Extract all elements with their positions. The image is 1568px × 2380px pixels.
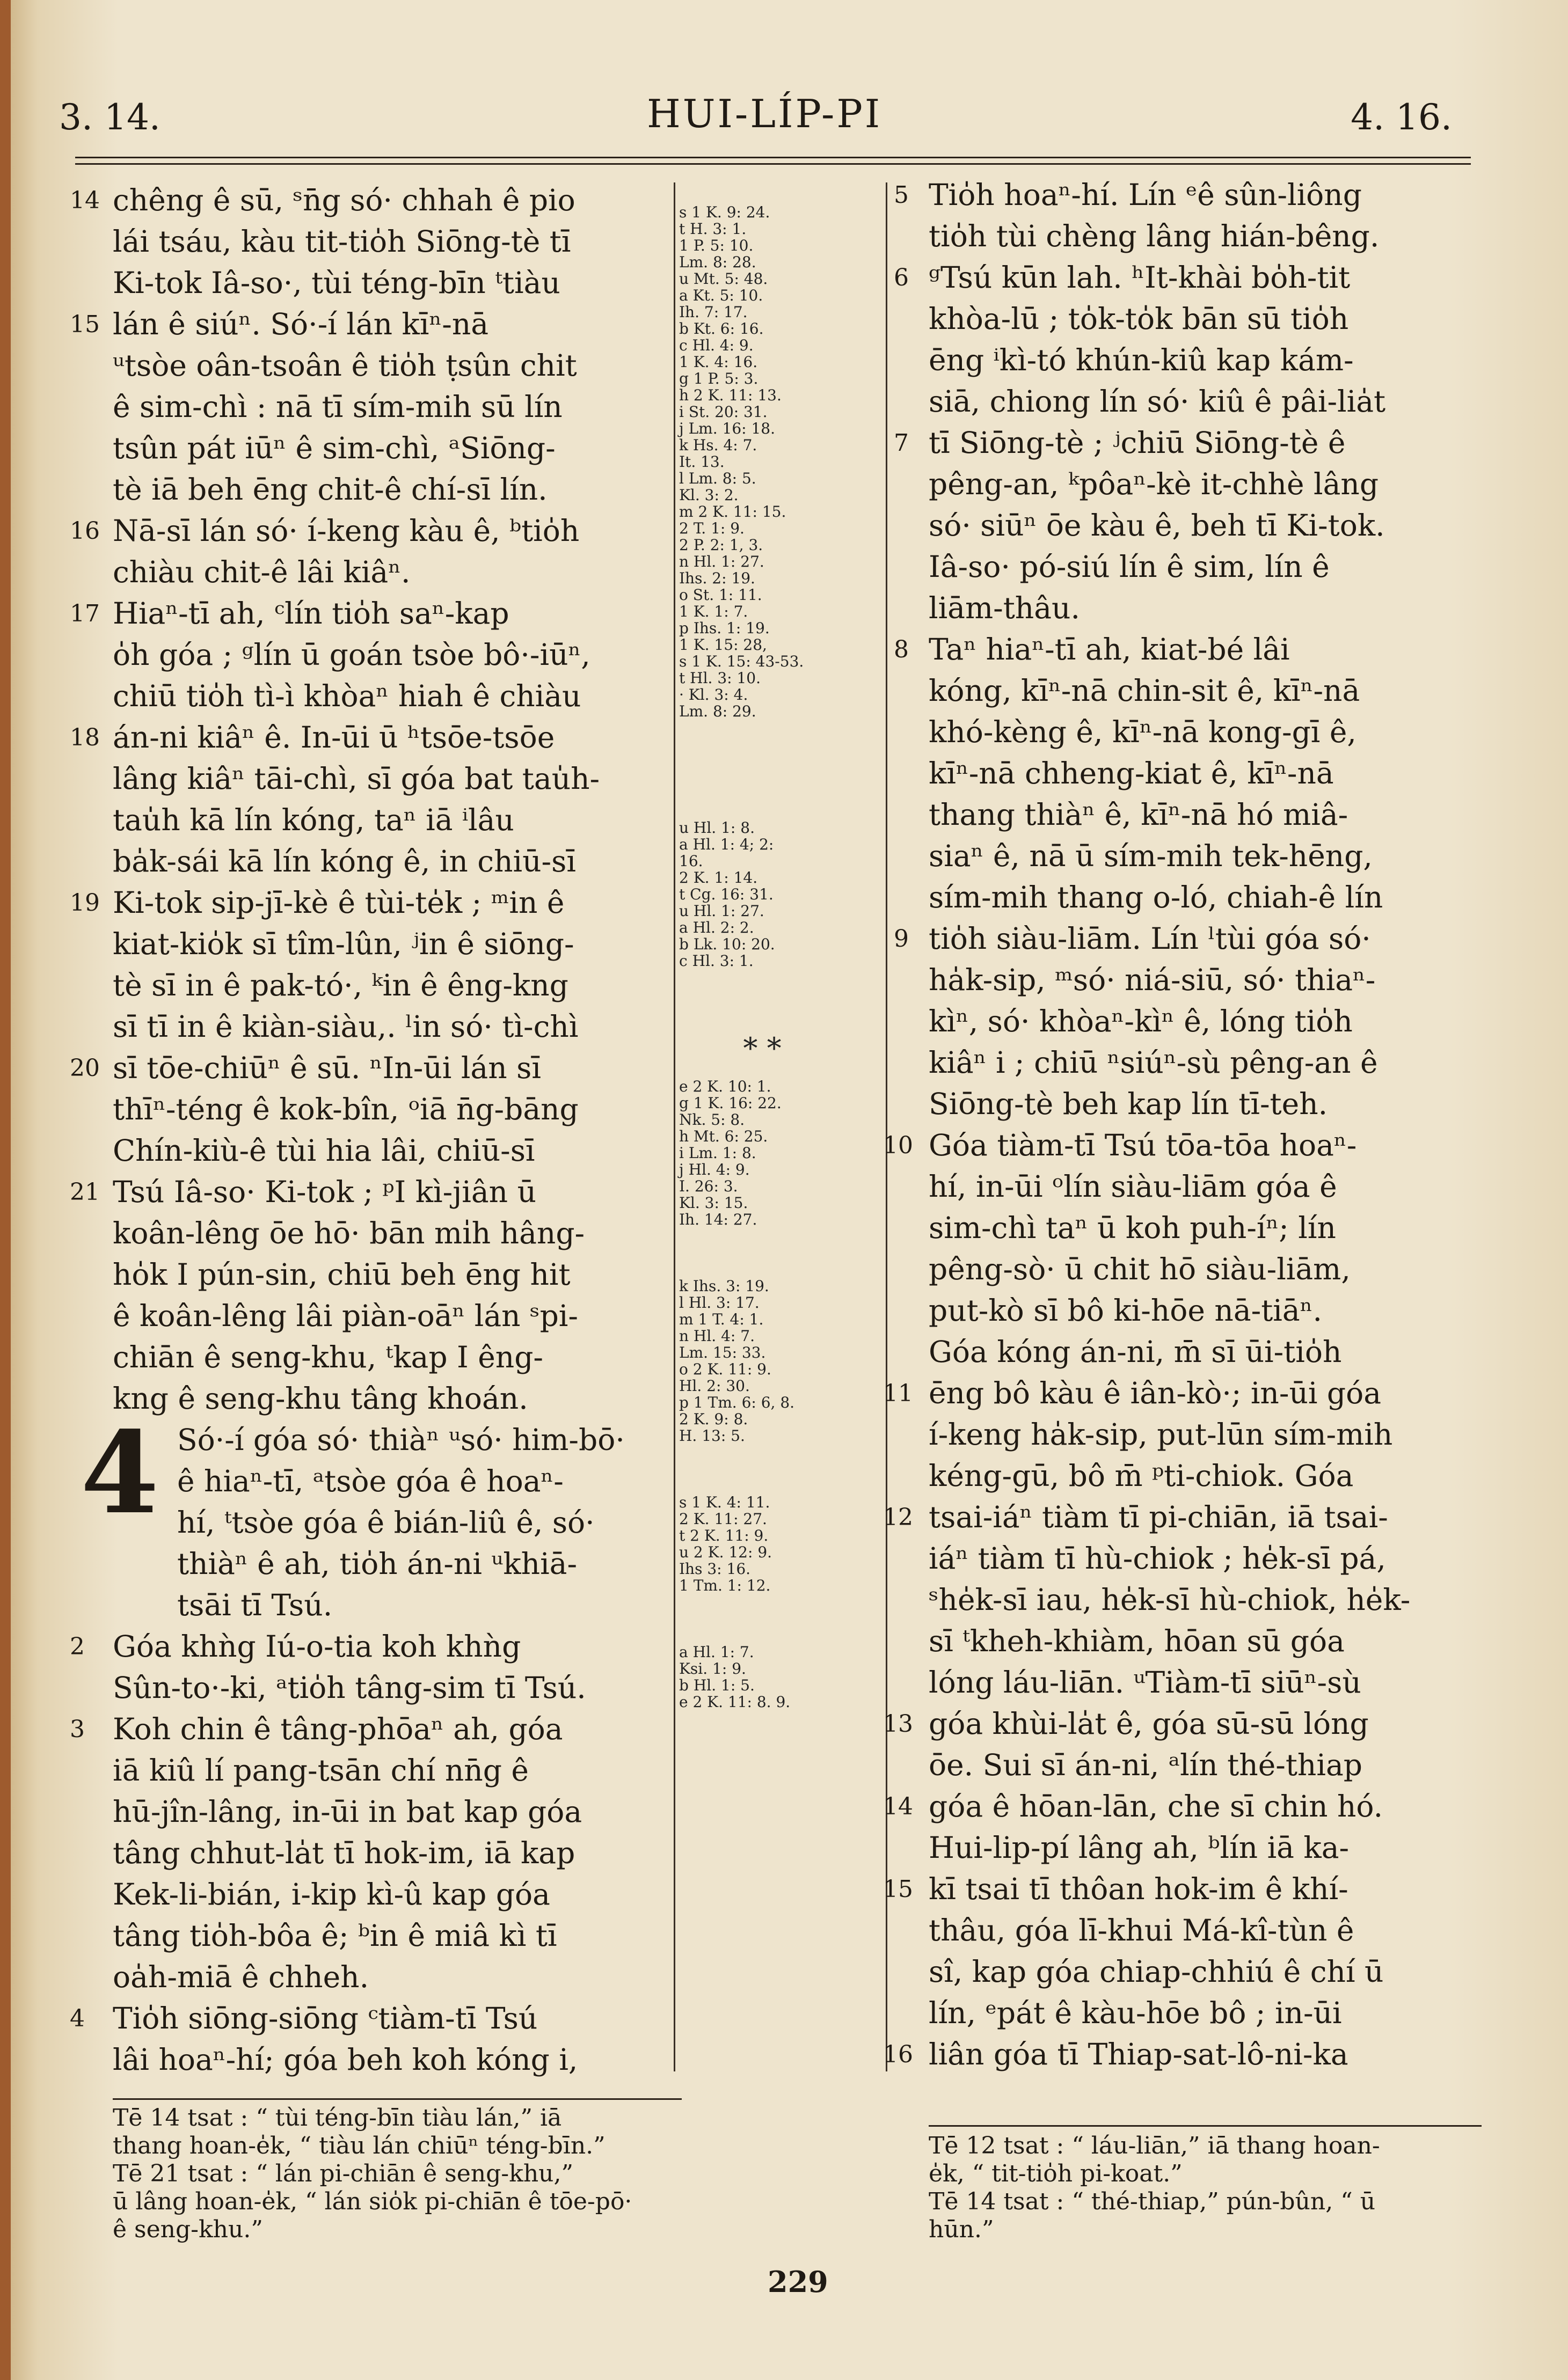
- verse-number: 21: [70, 1178, 100, 1206]
- cross-reference: Lm. 8: 28.: [679, 253, 756, 271]
- text-line: kng ê seng-khu tâng khoán.: [113, 1381, 528, 1416]
- text-line: ho̍k I pún-sin, chiū beh ēng hit: [113, 1257, 571, 1292]
- text-line: Góa tiàm-tī Tsú tōa-tōa hoaⁿ-: [929, 1128, 1357, 1162]
- cross-reference: Nk. 5: 8.: [679, 1111, 745, 1129]
- text-line: Góa kóng án-ni, m̄ sī ūi-tio̍h: [929, 1335, 1342, 1369]
- cross-reference: 1 P. 5: 10.: [679, 237, 754, 254]
- cross-reference: u 2 K. 12: 9.: [679, 1543, 772, 1561]
- text-line: tsāi tī Tsú.: [177, 1588, 333, 1622]
- verse-number: 10: [883, 1132, 913, 1159]
- cross-reference: Ksi. 1: 9.: [679, 1660, 746, 1678]
- text-line: chiàu chit-ê lâi kiâⁿ.: [113, 555, 411, 589]
- text-line: só· siūⁿ ōe kàu ê, beh tī Ki-tok.: [929, 508, 1385, 543]
- cross-reference: a Hl. 2: 2.: [679, 919, 754, 936]
- footnotes-right: [929, 2125, 1482, 2244]
- cross-reference: n Hl. 1: 27.: [679, 553, 764, 570]
- text-line: ha̍k-sip, ᵐsó· niá-siū, só· thiaⁿ-: [929, 963, 1376, 997]
- text-line: sī tī in ê kiàn-siàu,. ˡin só· tì-chì: [113, 1009, 579, 1044]
- footnote-line: e̍k, “ tit-tio̍h pi-koat.”: [929, 2160, 1183, 2187]
- footnotes-left: [113, 2098, 682, 2244]
- cross-reference: k Hs. 4: 7.: [679, 436, 757, 454]
- footnote-line: ū lâng hoan-e̍k, “ lán sio̍k pi-chiān ê tōe-pō·: [113, 2188, 632, 2215]
- text-line: ê sim-chì : nā tī sím-mih sū lín: [113, 390, 563, 424]
- text-line: tsûn pát iūⁿ ê sim-chì, ᵃSiōng-: [113, 431, 556, 465]
- footnote-line: thang hoan-e̍k, “ tiàu lán chiūⁿ téng-bīn.”: [113, 2132, 606, 2159]
- page-number: 229: [768, 2265, 828, 2299]
- verse-number: 7: [894, 429, 909, 457]
- cross-reference: u Mt. 5: 48.: [679, 270, 768, 288]
- footnote-line: Tē 21 tsat : “ lán pi-chiān ê seng-khu,”: [113, 2160, 573, 2187]
- text-line: Siōng-tè beh kap lín tī-teh.: [929, 1087, 1328, 1121]
- text-line: án-ni kiâⁿ ê. In-ūi ū ʰtsōe-tsōe: [113, 720, 555, 755]
- text-line: góa ê hōan-lān, che sī chin hó.: [929, 1789, 1383, 1824]
- text-line: ˢhe̍k-sī iau, he̍k-sī hù-chiok, he̍k-: [929, 1583, 1411, 1617]
- text-line: lán ê siúⁿ. Só·-í lán kīⁿ-nā: [113, 307, 489, 341]
- text-line: lóng láu-liān. ᵘTiàm-tī siūⁿ-sù: [929, 1665, 1361, 1700]
- text-line: Ki-tok Iâ-so·, tùi téng-bīn ᵗtiàu: [113, 266, 560, 300]
- cross-reference: h Mt. 6: 25.: [679, 1127, 768, 1145]
- cross-reference: · Kl. 3: 4.: [679, 686, 748, 704]
- text-line: Iâ-so· pó-siú lín ê sim, lín ê: [929, 550, 1330, 584]
- text-line: ᵍTsú kūn lah. ʰIt-khài bo̍h-tit: [929, 260, 1351, 295]
- text-line: iā kiû lí pang-tsān chí nn̄g ê: [113, 1753, 529, 1788]
- text-line: tī Siōng-tè ; ʲchiū Siōng-tè ê: [929, 426, 1346, 460]
- cross-reference: g 1 P. 5: 3.: [679, 370, 759, 387]
- text-line: hí, ᵗtsòe góa ê bián-liû ê, só·: [177, 1505, 595, 1540]
- cross-reference: j Lm. 16: 18.: [679, 420, 776, 437]
- verse-number: 16: [70, 517, 100, 545]
- text-line: ê koân-lêng lâi piàn-oāⁿ lán ˢpi-: [113, 1299, 578, 1333]
- text-line: Góa khǹg Iú-o-tia koh khǹg: [113, 1629, 521, 1664]
- verse-number: 4: [70, 2005, 85, 2032]
- cross-reference: Ihs. 2: 19.: [679, 569, 755, 587]
- cross-reference: a Hl. 1: 7.: [679, 1643, 754, 1661]
- text-line: chiān ê seng-khu, ᵗkap I êng-: [113, 1340, 544, 1374]
- text-line: Tsú Iâ-so· Ki-tok ; ᵖI kì-jiân ū: [113, 1175, 536, 1209]
- text-line: sī ᵗkheh-khiàm, hōan sū góa: [929, 1624, 1345, 1658]
- text-line: Tio̍h hoaⁿ-hí. Lín ᵉê sûn-liông: [929, 178, 1362, 212]
- cross-reference: c Hl. 4: 9.: [679, 336, 754, 354]
- text-line: chêng ê sū, ˢn̄g só· chhah ê pio: [113, 183, 575, 217]
- verse-number: 5: [894, 181, 909, 209]
- cross-reference: i Lm. 1: 8.: [679, 1144, 756, 1162]
- cross-reference: e 2 K. 10: 1.: [679, 1078, 771, 1095]
- text-line: kóng, kīⁿ-nā chin-sit ê, kīⁿ-nā: [929, 673, 1360, 708]
- cross-reference: o St. 1: 11.: [679, 586, 762, 604]
- cross-reference: Ih. 14: 27.: [679, 1211, 757, 1228]
- text-line: kéng-gū, bô m̄ ᵖti-chiok. Góa: [929, 1459, 1354, 1493]
- text-line: lái tsáu, kàu tit-tio̍h Siōng-tè tī: [113, 224, 571, 259]
- cross-reference: s 1 K. 9: 24.: [679, 203, 770, 221]
- cross-reference: s 1 K. 4: 11.: [679, 1493, 770, 1511]
- text-line: góa khùi-la̍t ê, góa sū-sū lóng: [929, 1707, 1369, 1741]
- footnote-line: hūn.”: [929, 2216, 994, 2243]
- text-line: ōe. Sui sī án-ni, ᵃlín thé-thiap: [929, 1748, 1362, 1782]
- text-line: kiat-kio̍k sī tîm-lûn, ʲin ê siōng-: [113, 927, 574, 961]
- verse-number: 11: [883, 1380, 913, 1407]
- text-line: ᵘtsòe oân-tsoân ê tio̍h ṭsûn chit: [113, 348, 577, 383]
- text-line: kìⁿ, só· khòaⁿ-kìⁿ ê, lóng tio̍h: [929, 1004, 1353, 1038]
- cross-reference: 2 K. 9: 8.: [679, 1410, 748, 1428]
- verse-number: 15: [70, 311, 100, 338]
- cross-reference: u Hl. 1: 27.: [679, 902, 764, 920]
- footnote-line: Tē 14 tsat : “ thé-thiap,” pún-bûn, “ ū: [929, 2188, 1376, 2215]
- text-line: Kek-li-bián, i-kip kì-û kap góa: [113, 1877, 550, 1912]
- cross-reference: Lm. 8: 29.: [679, 702, 756, 720]
- text-line: thang thiàⁿ ê, kīⁿ-nā hó miâ-: [929, 797, 1348, 832]
- cross-reference: l Lm. 8: 5.: [679, 470, 756, 487]
- text-line: pêng-an, ᵏpôaⁿ-kè it-chhè lâng: [929, 467, 1379, 501]
- verse-number: 2: [70, 1633, 85, 1660]
- text-line: tâng chhut-la̍t tī hok-im, iā kap: [113, 1836, 575, 1870]
- cross-reference: a Hl. 1: 4; 2:: [679, 836, 774, 853]
- text-line: Hiaⁿ-tī ah, ᶜlín tio̍h saⁿ-kap: [113, 596, 509, 631]
- header-left-ref: 3. 14.: [59, 97, 161, 138]
- cross-reference: t Hl. 3: 10.: [679, 669, 761, 687]
- text-line: sim-chì taⁿ ū koh puh-íⁿ; lín: [929, 1211, 1336, 1245]
- cross-reference: 1 Tm. 1: 12.: [679, 1577, 771, 1594]
- cross-reference: g 1 K. 16: 22.: [679, 1094, 782, 1112]
- footnote-line: ê seng-khu.”: [113, 2216, 263, 2243]
- verse-number: 14: [883, 1793, 913, 1820]
- cross-reference: H. 13: 5.: [679, 1427, 745, 1445]
- text-line: kiâⁿ i ; chiū ⁿsiúⁿ-sù pêng-an ê: [929, 1045, 1378, 1080]
- cross-reference: p 1 Tm. 6: 6, 8.: [679, 1394, 795, 1411]
- text-line: thīⁿ-téng ê kok-bîn, ᵒiā n̄g-bāng: [113, 1092, 579, 1126]
- cross-reference: u Hl. 1: 8.: [679, 819, 755, 837]
- verse-number: 9: [894, 925, 909, 953]
- text-line: í-keng ha̍k-sip, put-lūn sím-mih: [929, 1417, 1393, 1452]
- text-line: lín, ᵉpát ê kàu-hōe bô ; in-ūi: [929, 1996, 1342, 2030]
- text-line: sî, kap góa chiap-chhiú ê chí ū: [929, 1954, 1384, 1989]
- text-line: Chín-kiù-ê tùi hia lâi, chiū-sī: [113, 1133, 535, 1168]
- cross-reference: It. 13.: [679, 453, 725, 471]
- cross-reference: j Hl. 4: 9.: [679, 1161, 750, 1178]
- text-line: Nā-sī lán só· í-keng kàu ê, ᵇtio̍h: [113, 514, 580, 548]
- section-stars: * *: [743, 1031, 782, 1065]
- text-line: pêng-sò· ū chit hō siàu-liām,: [929, 1252, 1351, 1286]
- text-line: iáⁿ tiàm tī hù-chiok ; he̍k-sī pá,: [929, 1541, 1386, 1576]
- text-line: hū-jîn-lâng, in-ūi in bat kap góa: [113, 1795, 582, 1829]
- text-line: khòa-lū ; to̍k-to̍k bān sū tio̍h: [929, 302, 1349, 336]
- cross-reference: b Lk. 10: 20.: [679, 935, 775, 953]
- right-text-column: [883, 174, 1487, 2075]
- cross-reference: t Cg. 16: 31.: [679, 885, 774, 903]
- verse-number: 15: [883, 1876, 913, 1903]
- text-line: sím-mih thang o-ló, chiah-ê lín: [929, 880, 1383, 914]
- cross-reference: 2 T. 1: 9.: [679, 519, 745, 537]
- text-line: tio̍h tùi chèng lâng hián-bêng.: [929, 219, 1380, 253]
- footnote-line: Tē 14 tsat : “ tùi téng-bīn tiàu lán,” iā: [113, 2104, 562, 2132]
- text-line: kī tsai tī thôan hok-im ê khí-: [929, 1872, 1348, 1906]
- text-line: liām-thâu.: [929, 591, 1080, 625]
- text-line: Só·-í góa só· thiàⁿ ᵘsó· him-bō·: [177, 1423, 625, 1457]
- cross-reference: Kl. 3: 15.: [679, 1194, 748, 1212]
- column-divider-left: [674, 182, 675, 2071]
- left-text-column: [70, 180, 671, 2081]
- cross-reference: t H. 3: 1.: [679, 220, 747, 238]
- verse-number: 13: [883, 1710, 913, 1738]
- cross-reference: s 1 K. 15: 43-53.: [679, 653, 804, 670]
- text-line: Taⁿ hiaⁿ-tī ah, kiat-bé lâi: [929, 632, 1290, 667]
- cross-reference: 2 K. 1: 14.: [679, 869, 758, 887]
- cross-reference: h 2 K. 11: 13.: [679, 386, 782, 404]
- text-line: liân góa tī Thiap-sat-lô-ni-ka: [929, 2037, 1348, 2071]
- page-header: [46, 91, 1463, 150]
- text-line: tâng tio̍h-bôa ê; ᵇin ê miâ kì tī: [113, 1918, 557, 1953]
- verse-number: 18: [70, 724, 100, 751]
- cross-references-column: [679, 204, 845, 1710]
- text-line: siā, chiong lín só· kiû ê pâi-lia̍t: [929, 384, 1386, 419]
- text-line: Koh chin ê tâng-phōaⁿ ah, góa: [113, 1712, 563, 1746]
- cross-reference: t 2 K. 11: 9.: [679, 1527, 769, 1544]
- chapter-initial: 4: [81, 1407, 159, 1539]
- text-line: sī tōe-chiūⁿ ê sū. ⁿIn-ūi lán sī: [113, 1051, 541, 1085]
- cross-reference: Kl. 3: 2.: [679, 486, 739, 504]
- text-line: tio̍h siàu-liām. Lín ˡtùi góa só·: [929, 921, 1371, 956]
- text-line: koân-lêng ōe hō· bān mi̍h hâng-: [113, 1216, 585, 1250]
- cross-reference: 1 K. 1: 7.: [679, 603, 748, 620]
- text-line: thâu, góa lī-khui Má-kî-tùn ê: [929, 1913, 1354, 1947]
- cross-reference: o 2 K. 11: 9.: [679, 1360, 771, 1378]
- text-line: put-kò sī bô ki-hōe nā-tiāⁿ.: [929, 1293, 1322, 1328]
- text-line: tau̍h kā lín kóng, taⁿ iā ⁱlâu: [113, 803, 514, 837]
- text-line: hí, in-ūi ᵒlín siàu-liām góa ê: [929, 1169, 1337, 1204]
- text-line: lâng kiâⁿ tāi-chì, sī góa bat tau̍h-: [113, 761, 600, 796]
- text-line: ēng ⁱkì-tó khún-kiû kap kám-: [929, 343, 1354, 377]
- cross-reference: m 2 K. 11: 15.: [679, 503, 786, 521]
- cross-reference: p Ihs. 1: 19.: [679, 619, 770, 637]
- footnote-line: Tē 12 tsat : “ láu-liān,” iā thang hoan-: [929, 2132, 1380, 2159]
- verse-number: 20: [70, 1054, 100, 1082]
- cross-reference: i St. 20: 31.: [679, 403, 768, 421]
- verse-number: 16: [883, 2041, 913, 2068]
- text-line: oa̍h-miā ê chheh.: [113, 1960, 369, 1994]
- text-line: o̍h góa ; ᵍlín ū goán tsòe bô·-iūⁿ,: [113, 638, 590, 672]
- text-line: lâi hoaⁿ-hí; góa beh koh kóng i,: [113, 2042, 578, 2077]
- cross-reference: m 1 T. 4: 1.: [679, 1310, 764, 1328]
- cross-reference: b Hl. 1: 5.: [679, 1676, 755, 1694]
- text-line: Ki-tok sip-jī-kè ê tùi-te̍k ; ᵐin ê: [113, 885, 565, 920]
- text-line: tsai-iáⁿ tiàm tī pi-chiān, iā tsai-: [929, 1500, 1388, 1534]
- verse-number: 8: [894, 636, 909, 663]
- verse-number: 17: [70, 600, 100, 627]
- cross-reference: 1 K. 4: 16.: [679, 353, 758, 371]
- text-line: Tio̍h siōng-siōng ᶜtiàm-tī Tsú: [113, 2001, 538, 2035]
- cross-reference: I. 26: 3.: [679, 1177, 738, 1195]
- header-rule: [75, 157, 1471, 165]
- text-line: tè sī in ê pak-tó·, ᵏin ê êng-kng: [113, 968, 568, 1002]
- header-right-ref: 4. 16.: [1351, 97, 1452, 138]
- text-line: ēng bô kàu ê iân-kò·; in-ūi góa: [929, 1376, 1382, 1410]
- cross-reference: c Hl. 3: 1.: [679, 952, 754, 970]
- cross-reference: Hl. 2: 30.: [679, 1377, 750, 1395]
- cross-reference: 16.: [679, 852, 703, 870]
- cross-reference: e 2 K. 11: 8. 9.: [679, 1693, 791, 1711]
- book-title: HUI-LÍP-PI: [647, 91, 883, 136]
- cross-reference: Ih. 7: 17.: [679, 303, 748, 321]
- verse-number: 3: [70, 1716, 85, 1743]
- text-line: siaⁿ ê, nā ū sím-mih tek-hēng,: [929, 839, 1373, 873]
- text-line: tè iā beh ēng chit-ê chí-sī lín.: [113, 472, 548, 507]
- cross-reference: 2 K. 11: 27.: [679, 1510, 767, 1528]
- text-line: Hui-lip-pí lâng ah, ᵇlín iā ka-: [929, 1830, 1350, 1865]
- cross-reference: n Hl. 4: 7.: [679, 1327, 755, 1345]
- page-edge-band: [0, 0, 11, 2380]
- cross-reference: a Kt. 5: 10.: [679, 287, 763, 304]
- cross-reference: k Ihs. 3: 19.: [679, 1277, 769, 1295]
- text-line: khó-kèng ê, kīⁿ-nā kong-gī ê,: [929, 715, 1356, 749]
- text-line: ba̍k-sái kā lín kóng ê, in chiū-sī: [113, 844, 576, 878]
- text-line: Sûn-to·-ki, ᵃtio̍h tâng-sim tī Tsú.: [113, 1671, 586, 1705]
- cross-reference: b Kt. 6: 16.: [679, 320, 764, 338]
- cross-reference: 1 K. 15: 28,: [679, 636, 767, 654]
- cross-reference: Ihs 3: 16.: [679, 1560, 751, 1578]
- verse-number: 19: [70, 889, 100, 917]
- text-line: thiàⁿ ê ah, tio̍h án-ni ᵘkhiā-: [177, 1547, 578, 1581]
- verse-number: 12: [883, 1504, 913, 1531]
- cross-reference: 2 P. 2: 1, 3.: [679, 536, 763, 554]
- text-line: ê hiaⁿ-tī, ᵃtsòe góa ê hoaⁿ-: [177, 1464, 564, 1498]
- cross-reference: Lm. 15: 33.: [679, 1344, 766, 1361]
- verse-number: 14: [70, 187, 100, 214]
- text-line: kīⁿ-nā chheng-kiat ê, kīⁿ-nā: [929, 756, 1334, 790]
- cross-reference: l Hl. 3: 17.: [679, 1294, 760, 1312]
- verse-number: 6: [894, 264, 909, 291]
- text-line: chiū tio̍h tì-ì khòaⁿ hiah ê chiàu: [113, 679, 581, 713]
